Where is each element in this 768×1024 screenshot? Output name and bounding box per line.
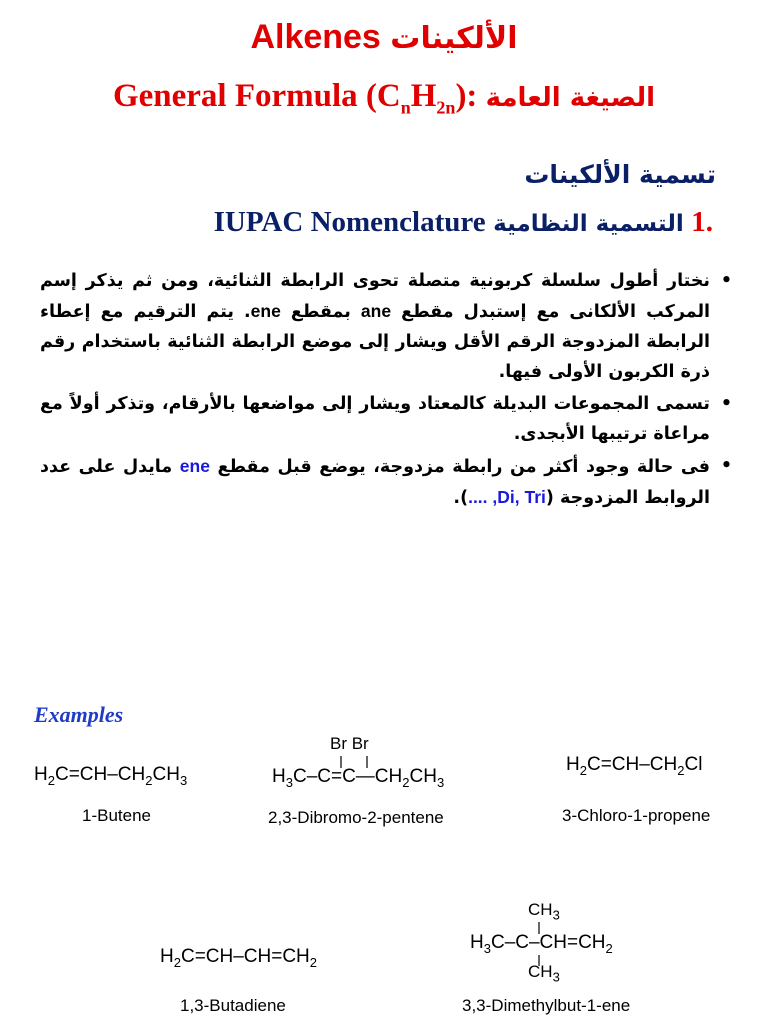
rule-item: • نختار أطول سلسلة كربونية متصلة تحوى الرابطة الثنائية، ومن ثم يذكر إسم المركب الألكانى مع إستبدل مقطع ane بمقطع ene. يتم الترقيم مع إعطاء الرابطة المزدوجة الرقم الأقل ويشار إلى موضع الرابطة الثنائية باستخدام رقم ذرة الكربون الأولى فيها. [40, 266, 736, 387]
example-name: 1,3-Butadiene [180, 996, 286, 1015]
formula-3-chloro-1-propene: $H_2C=CH-CH_2Cl$ [566, 754, 703, 778]
iupac-number: .1 [691, 206, 713, 238]
rule-item: • تسمى المجموعات البديلة كالمعتاد ويشار إلى مواضعها بالأرقام، وتذكر أولاً مع مراعاة ترتيبها الأبجدى. [40, 389, 736, 449]
naming-heading: تسمية الألكينات [524, 160, 716, 189]
example-name: 3,3-Dimethylbut-1-ene [462, 996, 631, 1015]
bromine-substituents: Br Br [330, 734, 369, 753]
formula-1-butene: $H_2C=CH-CH_2CH_3$ [34, 764, 188, 788]
example-name: 2,3-Dibromo-2-pentene [268, 808, 444, 827]
iupac-arabic: التسمية النظامية [493, 211, 684, 237]
formula-label: General Formula [112, 78, 358, 114]
methyl-bottom: $CH_3$ [528, 962, 560, 985]
formula-arabic: الصيغة العامة [485, 83, 656, 113]
example-name: 3-Chloro-1-propene [562, 806, 711, 825]
formula-2-3-dibromo-2-pentene: $H_3C-C=C—CH_2CH_3$ [272, 766, 445, 790]
methyl-top: $CH_3$ [528, 900, 560, 923]
examples-heading: Examples [34, 702, 124, 727]
general-formula: General Formula $(C_nH_{2n})$: الصيغة العامة [112, 78, 656, 118]
formula-3-3-dimethylbut-1-ene: $H_3C-C-CH=CH_2$ [470, 932, 613, 956]
iupac-english: IUPAC Nomenclature [213, 206, 486, 238]
formula-1-3-butadiene: $H_2C=CH-CH=CH_2$ [160, 946, 318, 970]
rule-item: • فى حالة وجود أكثر من رابطة مزدوجة، يوضع قبل مقطع ene مايدل على عدد الروابط المزدوجة (Di, Tri, ....). [40, 451, 736, 513]
title-english: Alkenes [250, 18, 381, 56]
title-arabic: الألكينات [390, 21, 518, 56]
example-name: 1-Butene [82, 806, 151, 825]
